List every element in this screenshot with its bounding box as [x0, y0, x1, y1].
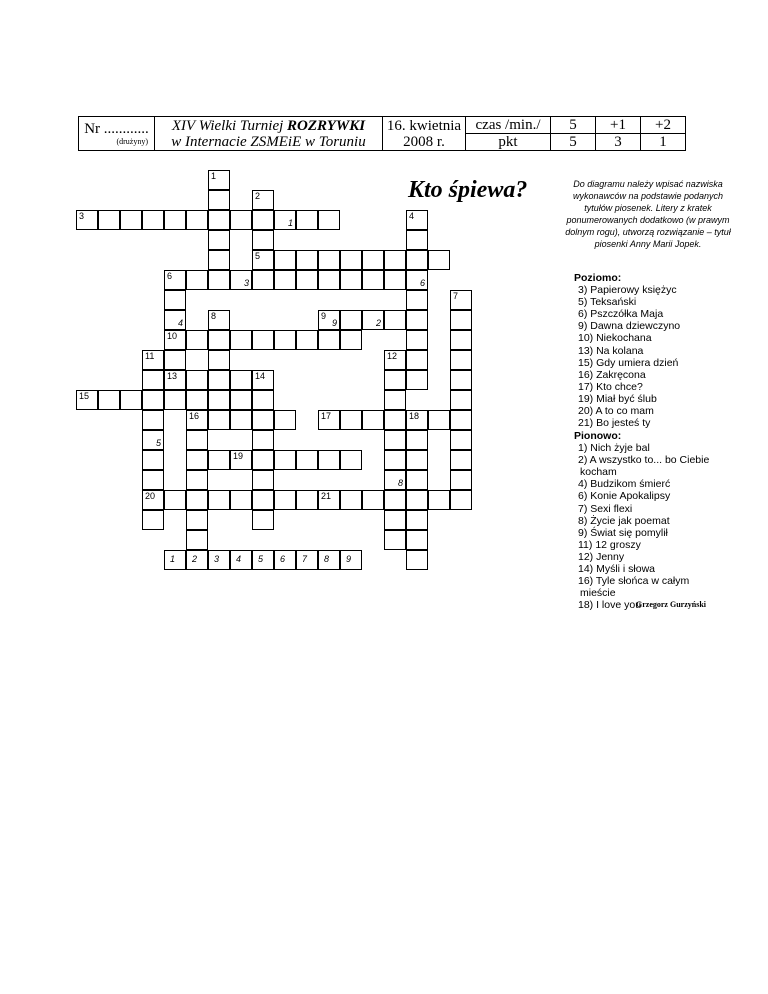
across-clue: 3) Papierowy księżyc	[578, 284, 677, 297]
crossword-cell[interactable]	[318, 450, 340, 470]
crossword-cell[interactable]	[252, 270, 274, 290]
crossword-cell[interactable]	[384, 370, 406, 390]
clue-number: 10	[167, 331, 178, 341]
crossword-cell[interactable]	[318, 270, 340, 290]
crossword-cell[interactable]	[142, 450, 164, 470]
down-clues	[574, 430, 724, 611]
crossword-cell[interactable]	[406, 230, 428, 250]
crossword-cell[interactable]	[186, 510, 208, 530]
solution-index: 3	[243, 278, 249, 288]
solution-cell[interactable]	[274, 550, 296, 570]
crossword-cell[interactable]	[406, 290, 428, 310]
solution-index: 5	[155, 438, 161, 448]
crossword-cell[interactable]	[230, 390, 252, 410]
clue-number: 7	[453, 291, 459, 301]
crossword-cell[interactable]	[208, 350, 230, 370]
crossword-cell[interactable]	[450, 410, 472, 430]
across-clue: 17) Kto chce?	[578, 380, 643, 393]
crossword-cell[interactable]	[340, 490, 362, 510]
crossword-cell[interactable]	[186, 430, 208, 450]
crossword-cell[interactable]	[208, 450, 230, 470]
clue-number: 15	[79, 391, 90, 401]
crossword-cell[interactable]	[208, 490, 230, 510]
crossword-cell[interactable]	[384, 470, 406, 490]
crossword-cell[interactable]	[76, 390, 98, 410]
crossword-cell[interactable]	[318, 490, 340, 510]
crossword-cell[interactable]	[186, 330, 208, 350]
crossword-cell[interactable]	[274, 330, 296, 350]
crossword-cell[interactable]	[340, 330, 362, 350]
solution-index: 8	[397, 478, 403, 488]
crossword-cell[interactable]	[230, 490, 252, 510]
clue-number: 8	[211, 311, 217, 321]
crossword-cell[interactable]	[296, 450, 318, 470]
crossword-cell[interactable]	[208, 230, 230, 250]
solution-cell[interactable]	[230, 550, 252, 570]
crossword-cell[interactable]	[384, 310, 406, 330]
crossword-cell[interactable]	[142, 210, 164, 230]
crossword-cell[interactable]	[406, 310, 428, 330]
crossword-cell[interactable]	[208, 170, 230, 190]
solution-label: 3	[214, 554, 220, 564]
crossword-cell[interactable]	[384, 250, 406, 270]
crossword-cell[interactable]	[406, 490, 428, 510]
across-clue: 10) Niekochana	[578, 332, 652, 345]
down-clue: 16) Tyle słońca w całym mieście	[578, 575, 690, 600]
clue-number: 1	[211, 171, 217, 181]
crossword-cell[interactable]	[274, 490, 296, 510]
crossword-cell[interactable]	[340, 410, 362, 430]
crossword-cell[interactable]	[384, 450, 406, 470]
crossword-cell[interactable]	[186, 490, 208, 510]
crossword-cell[interactable]	[164, 270, 186, 290]
crossword-cell[interactable]	[164, 350, 186, 370]
crossword-cell[interactable]	[362, 410, 384, 430]
crossword-cell[interactable]	[340, 250, 362, 270]
solution-label: 1	[170, 554, 176, 564]
clue-number: 21	[321, 491, 332, 501]
down-clue: 14) Myśli i słowa	[578, 563, 656, 576]
solution-cell[interactable]	[318, 550, 340, 570]
crossword-cell[interactable]	[362, 490, 384, 510]
crossword-cell[interactable]	[384, 390, 406, 410]
crossword-cell[interactable]	[208, 370, 230, 390]
crossword-cell[interactable]	[406, 530, 428, 550]
crossword-cell[interactable]	[164, 490, 186, 510]
crossword-cell[interactable]	[450, 350, 472, 370]
crossword-cell[interactable]	[340, 270, 362, 290]
crossword-cell[interactable]	[450, 490, 472, 510]
time-value-2: +1	[596, 117, 641, 134]
crossword-cell[interactable]	[164, 210, 186, 230]
crossword-cell[interactable]	[318, 250, 340, 270]
solution-cell[interactable]	[296, 550, 318, 570]
crossword-cell[interactable]	[208, 250, 230, 270]
crossword-cell[interactable]	[208, 330, 230, 350]
solution-cell[interactable]	[340, 550, 362, 570]
points-value-1: 5	[551, 134, 596, 151]
across-clue: 15) Gdy umiera dzień	[578, 356, 679, 369]
crossword-cell[interactable]	[406, 510, 428, 530]
clue-number: 4	[409, 211, 415, 221]
crossword-cell[interactable]	[186, 370, 208, 390]
crossword-cell[interactable]	[362, 310, 384, 330]
crossword-cell[interactable]	[318, 310, 340, 330]
crossword-cell[interactable]	[296, 270, 318, 290]
crossword-cell[interactable]	[406, 350, 428, 370]
across-clue: 9) Dawna dziewczyno	[578, 320, 681, 333]
crossword-cell[interactable]	[252, 450, 274, 470]
crossword-cell[interactable]	[428, 490, 450, 510]
solution-index: 4	[177, 318, 183, 328]
solution-label: 6	[280, 554, 286, 564]
solution-index: 6	[419, 278, 425, 288]
event-date-line1: 16. kwietnia	[386, 117, 462, 134]
crossword-cell[interactable]	[186, 390, 208, 410]
puzzle-title: Kto śpiewa?	[408, 177, 528, 203]
solution-cell[interactable]	[186, 550, 208, 570]
crossword-cell[interactable]	[230, 450, 252, 470]
event-date-line2: 2008 r.	[403, 133, 445, 150]
crossword-cell[interactable]	[252, 250, 274, 270]
crossword-cell[interactable]	[230, 330, 252, 350]
crossword-cell[interactable]	[142, 410, 164, 430]
crossword-cell[interactable]	[384, 410, 406, 430]
solution-label: 2	[192, 554, 198, 564]
clue-number: 18	[409, 411, 420, 421]
crossword-cell[interactable]	[164, 370, 186, 390]
crossword-cell[interactable]	[252, 210, 274, 230]
crossword-cell[interactable]	[296, 210, 318, 230]
crossword-cell[interactable]	[362, 270, 384, 290]
down-clue: 18) I love you	[578, 599, 642, 612]
crossword-cell[interactable]	[406, 550, 428, 570]
crossword-cell[interactable]	[76, 210, 98, 230]
crossword-cell[interactable]	[230, 370, 252, 390]
clue-number: 19	[233, 451, 244, 461]
crossword-cell[interactable]	[340, 450, 362, 470]
crossword-cell[interactable]	[252, 330, 274, 350]
across-clue: 5) Teksański	[578, 296, 637, 309]
crossword-cell[interactable]	[252, 510, 274, 530]
clue-number: 6	[167, 271, 173, 281]
crossword-cell[interactable]	[142, 470, 164, 490]
crossword-cell[interactable]	[274, 270, 296, 290]
solution-index: 1	[287, 218, 293, 228]
crossword-cell[interactable]	[318, 410, 340, 430]
team-number-label: Nr ............	[84, 121, 149, 137]
crossword-cell[interactable]	[230, 210, 252, 230]
crossword-cell[interactable]	[362, 250, 384, 270]
solution-label: 8	[324, 554, 330, 564]
crossword-cell[interactable]	[120, 210, 142, 230]
down-clue: 8) Życie jak poemat	[578, 514, 670, 527]
crossword-cell[interactable]	[340, 310, 362, 330]
crossword-cell[interactable]	[384, 490, 406, 510]
crossword-cell[interactable]	[208, 270, 230, 290]
crossword-cell[interactable]	[208, 410, 230, 430]
crossword-cell[interactable]	[274, 450, 296, 470]
clue-number: 2	[255, 191, 261, 201]
crossword-cell[interactable]	[406, 450, 428, 470]
event-title-bold: ROZRYWKI	[287, 117, 366, 134]
clue-number: 14	[255, 371, 266, 381]
points-value-2: 3	[596, 134, 641, 151]
crossword-cell[interactable]	[406, 470, 428, 490]
crossword-cell[interactable]	[186, 530, 208, 550]
crossword-cell[interactable]	[208, 390, 230, 410]
clue-number: 12	[387, 351, 398, 361]
crossword-cell[interactable]	[186, 270, 208, 290]
instructions: Do diagramu należy wpisać nazwiska wykonawców na podstawie podanych tytułów piosenek. Litery z kratek ponumerowanych dodatkowo (w prawym dolnym rogu), utworzą rozwiązanie – tytuł piosenki Anny Marii Jopek.	[565, 179, 731, 249]
crossword-cell[interactable]	[252, 390, 274, 410]
solution-index: 2	[375, 318, 381, 328]
crossword-cell[interactable]	[296, 330, 318, 350]
across-clue: 13) Na kolana	[578, 344, 644, 357]
solution-label: 9	[346, 554, 352, 564]
across-clues	[574, 272, 764, 429]
down-clue: 6) Konie Apokalipsy	[578, 490, 671, 503]
crossword-cell[interactable]	[406, 210, 428, 230]
crossword-cell[interactable]	[384, 510, 406, 530]
crossword-cell[interactable]	[296, 250, 318, 270]
solution-cell[interactable]	[164, 550, 186, 570]
time-label: czas /min./	[466, 117, 551, 134]
down-heading: Pionowo:	[574, 430, 622, 442]
crossword-cell[interactable]	[428, 410, 450, 430]
crossword-cell[interactable]	[164, 330, 186, 350]
clue-number: 3	[79, 211, 85, 221]
time-value-1: 5	[551, 117, 596, 134]
crossword-cell[interactable]	[318, 330, 340, 350]
crossword-cell[interactable]	[208, 210, 230, 230]
down-clue: 4) Budzikom śmierć	[578, 478, 671, 491]
points-label: pkt	[466, 134, 551, 151]
crossword-cell[interactable]	[186, 410, 208, 430]
points-value-3: 1	[641, 134, 686, 151]
solution-label: 7	[302, 554, 308, 564]
crossword-cell[interactable]	[142, 370, 164, 390]
crossword-cell[interactable]	[450, 330, 472, 350]
clue-number: 13	[167, 371, 178, 381]
crossword-cell[interactable]	[120, 390, 142, 410]
crossword-cell[interactable]	[384, 530, 406, 550]
crossword-cell[interactable]	[230, 270, 252, 290]
crossword-cell[interactable]	[98, 210, 120, 230]
clue-number: 17	[321, 411, 332, 421]
solution-cell[interactable]	[252, 550, 274, 570]
crossword-cell[interactable]	[230, 410, 252, 430]
crossword-cell[interactable]	[252, 230, 274, 250]
crossword-cell[interactable]	[98, 390, 120, 410]
crossword-cell[interactable]	[450, 390, 472, 410]
crossword-cell[interactable]	[186, 470, 208, 490]
event-title-line2: w Internacie ZSMEiE w Toruniu	[171, 133, 366, 150]
crossword-cell[interactable]	[252, 190, 274, 210]
down-clue: 12) Jenny	[578, 550, 625, 563]
crossword-cell[interactable]	[428, 250, 450, 270]
crossword-cell[interactable]	[450, 470, 472, 490]
crossword-cell[interactable]	[406, 370, 428, 390]
crossword-cell[interactable]	[274, 210, 296, 230]
down-clue: 2) A wszystko to... bo Ciebie kocham	[578, 454, 710, 479]
clue-number: 20	[145, 491, 156, 501]
event-title-line1: XIV Wielki Turniej	[171, 117, 288, 134]
clue-number: 9	[321, 311, 327, 321]
crossword-cell[interactable]	[384, 270, 406, 290]
crossword-cell[interactable]	[252, 430, 274, 450]
down-clue: 7) Sexi flexi	[578, 502, 633, 515]
crossword-cell[interactable]	[208, 310, 230, 330]
author: Grzegorz Gurzyński	[636, 600, 706, 609]
crossword-cell[interactable]	[252, 490, 274, 510]
solution-label: 4	[236, 554, 242, 564]
crossword-cell[interactable]	[406, 410, 428, 430]
down-clue: 1) Nich żyje bal	[578, 442, 650, 455]
across-clue: 16) Zakręcona	[578, 368, 646, 381]
crossword-cell[interactable]	[164, 310, 186, 330]
crossword-cell[interactable]	[406, 250, 428, 270]
crossword-cell[interactable]	[450, 290, 472, 310]
time-value-3: +2	[641, 117, 686, 134]
crossword-cell[interactable]	[450, 430, 472, 450]
crossword-cell[interactable]	[142, 390, 164, 410]
solution-label: 5	[258, 554, 264, 564]
crossword-cell[interactable]	[142, 350, 164, 370]
across-clue: 21) Bo jesteś ty	[578, 417, 651, 430]
crossword-cell[interactable]	[318, 210, 340, 230]
crossword-cell[interactable]	[274, 250, 296, 270]
crossword-cell[interactable]	[142, 510, 164, 530]
across-clue: 20) A to co mam	[578, 405, 654, 418]
crossword-cell[interactable]	[406, 330, 428, 350]
crossword-cell[interactable]	[384, 430, 406, 450]
clue-number: 5	[255, 251, 261, 261]
across-clue: 6) Pszczółka Maja	[578, 308, 664, 321]
crossword-cell[interactable]	[186, 210, 208, 230]
crossword-cell[interactable]	[384, 350, 406, 370]
crossword-cell[interactable]	[406, 270, 428, 290]
crossword-cell[interactable]	[142, 490, 164, 510]
solution-index: 9	[331, 318, 337, 328]
clue-number: 16	[189, 411, 200, 421]
crossword-cell[interactable]	[296, 490, 318, 510]
crossword-cell[interactable]	[208, 190, 230, 210]
team-number-sublabel: (drużyny)	[116, 137, 148, 146]
crossword-cell[interactable]	[274, 410, 296, 430]
down-clue: 11) 12 groszy	[578, 538, 641, 551]
crossword-cell[interactable]	[406, 430, 428, 450]
crossword-cell[interactable]	[186, 450, 208, 470]
crossword-cell[interactable]	[252, 470, 274, 490]
down-clue: 9) Świat się pomylił	[578, 526, 668, 539]
solution-cell[interactable]	[208, 550, 230, 570]
crossword-cell[interactable]	[450, 310, 472, 330]
across-clue: 19) Miał być ślub	[578, 392, 657, 405]
crossword-cell[interactable]	[450, 370, 472, 390]
crossword-cell[interactable]	[142, 430, 164, 450]
crossword-cell[interactable]	[164, 390, 186, 410]
crossword-cell[interactable]	[164, 290, 186, 310]
crossword-cell[interactable]	[252, 370, 274, 390]
across-heading: Poziomo:	[574, 272, 622, 284]
crossword-cell[interactable]	[252, 410, 274, 430]
crossword-cell[interactable]	[450, 450, 472, 470]
clue-number: 11	[145, 351, 155, 361]
